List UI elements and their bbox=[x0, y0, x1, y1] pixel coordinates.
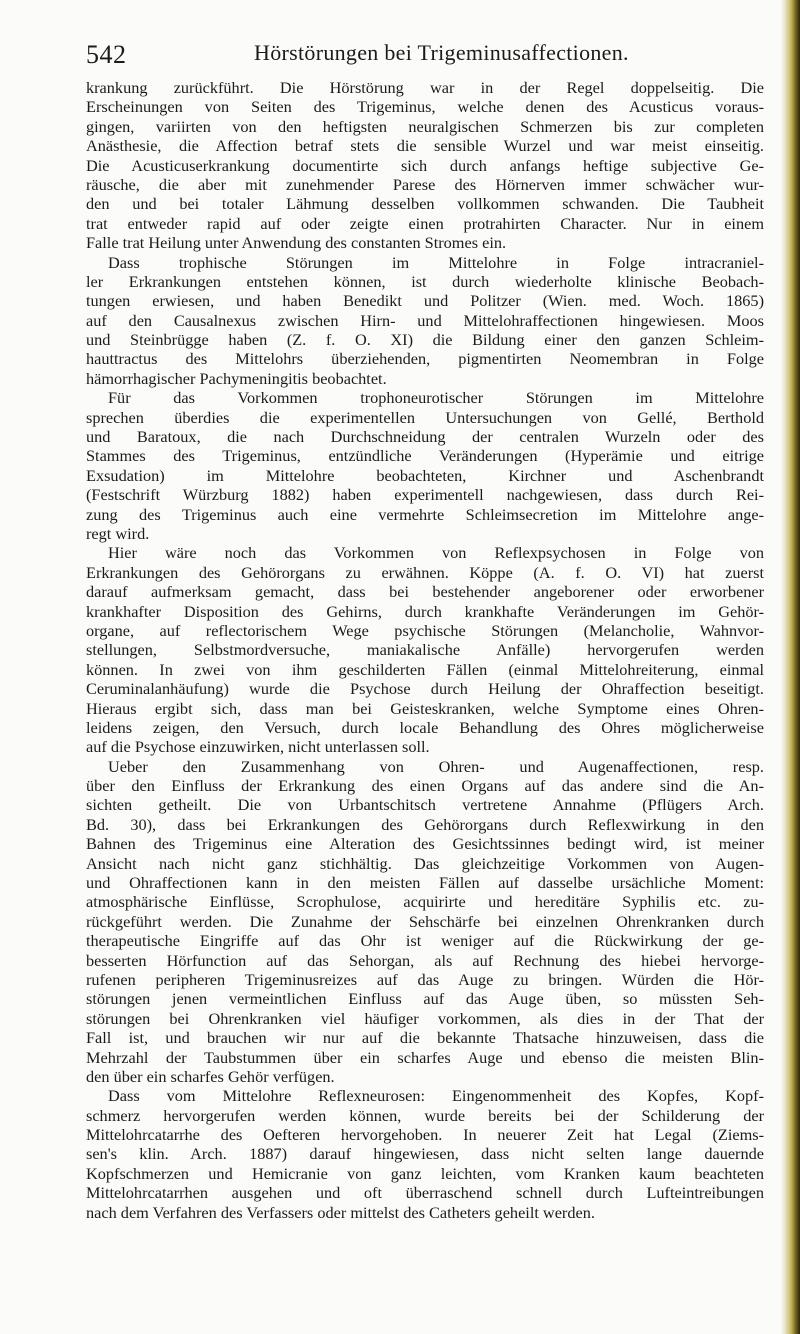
running-title: Hörstörungen bei Trigeminusaffectionen. bbox=[254, 40, 629, 65]
text-line: Ueber den Zusammenhang von Ohren- und Augenaffectionen, resp. bbox=[108, 756, 764, 776]
text-line: den und bei totaler Lähmung desselben vollkommen schwanden. Die Taubheit bbox=[86, 194, 764, 214]
text-line: organe, auf reflectorischem Wege psychische Störungen (Melancholie, Wahnvor- bbox=[86, 620, 764, 640]
text-line: Mittelohrcatarrhen ausgehen und oft überraschend schnell durch Lufteintreibungen bbox=[86, 1183, 764, 1203]
text-line: und Steinbrügge haben (Z. f. O. XI) die Bildung einer den ganzen Schleim- bbox=[86, 330, 764, 350]
text-line: störungen jenen vermeintlichen Einfluss auf das Auge üben, so müssten Seh- bbox=[86, 989, 764, 1009]
text-line: Mehrzahl der Taubstummen über ein scharfes Auge und ebenso die meisten Blin- bbox=[86, 1047, 764, 1067]
text-line: den über ein scharfes Gehör verfügen. bbox=[86, 1066, 335, 1086]
text-line: auf den Causalnexus zwischen Hirn- und Mittelohraffectionen hingewiesen. Moos bbox=[86, 310, 764, 330]
text-line: krankung zurückführt. Die Hörstörung war in der Regel doppelseitig. Die bbox=[86, 78, 764, 97]
text-line: sen's klin. Arch. 1887) darauf hingewiesen, dass nicht selten lange dauernde bbox=[86, 1144, 764, 1164]
text-line: Kopfschmerzen und Hemicranie von ganz leichten, vom Kranken kaum beachteten bbox=[86, 1163, 764, 1183]
text-line: sichten getheilt. Die von Urbantschitsch vertretene Annahme (Pflügers Arch. bbox=[86, 795, 764, 815]
text-line: krankhafter Disposition des Gehirns, durch krankhafte Veränderungen im Gehör- bbox=[86, 601, 764, 621]
text-line: Hier wäre noch das Vorkommen von Reflexpsychosen in Folge von bbox=[108, 543, 764, 563]
page-header bbox=[86, 40, 766, 74]
text-line: (Festschrift Würzburg 1882) haben experimentell nachgewiesen, dass durch Rei- bbox=[86, 485, 764, 505]
text-line: schmerz hervorgerufen werden können, wurde bereits bei der Schilderung der bbox=[86, 1105, 764, 1125]
text-line: zung des Trigeminus auch eine vermehrte Schleimsecretion im Mittelohre ange- bbox=[86, 504, 764, 524]
text-line: leidens zeigen, den Versuch, durch locale Behandlung des Ohres möglicherweise bbox=[86, 717, 764, 737]
text-line: Die Acusticuserkrankung documentirte sich durch anfangs heftige subjective Ge- bbox=[86, 155, 764, 175]
text-line: gingen, variirten von den heftigsten neuralgischen Schmerzen bis zur completen bbox=[86, 116, 764, 136]
text-line: Bahnen des Trigeminus eine Alteration des Gesichtssinnes bedingt wird, ist meiner bbox=[86, 834, 764, 854]
text-line: atmosphärische Einflüsse, Scrophulose, acquirirte und hereditäre Syphilis etc. zu- bbox=[86, 892, 764, 912]
text-line: Falle trat Heilung unter Anwendung des constanten Stromes ein. bbox=[86, 233, 507, 253]
text-line: Für das Vorkommen trophoneurotischer Störungen im Mittelohre bbox=[108, 388, 764, 408]
text-line: Hieraus ergibt sich, dass man bei Geisteskranken, welche Symptome eines Ohren- bbox=[86, 698, 764, 718]
text-line: Dass vom Mittelohre Reflexneurosen: Eingenommenheit des Kopfes, Kopf- bbox=[108, 1086, 764, 1106]
text-line: trat entweder rapid auf oder zeigte einen protrahirten Character. Nur in einem bbox=[86, 213, 764, 233]
text-line: über den Einfluss der Erkrankung des einen Organs auf das andere sind die An- bbox=[86, 776, 764, 796]
text-line: und Baratoux, die nach Durchschneidung der centralen Wurzeln oder des bbox=[86, 427, 764, 447]
text-line: stellungen, Selbstmordversuche, maniakalische Anfälle) hervorgerufen werden bbox=[86, 640, 764, 660]
text-line: hämorrhagischer Pachymeningitis beobachtet. bbox=[86, 368, 387, 388]
text-line: störungen bei Ohrenkranken viel häufiger vorkommen, als dies in der That der bbox=[86, 1008, 764, 1028]
text-line: rufenen peripheren Trigeminusreizes auf das Auge zu bringen. Würden die Hör- bbox=[86, 969, 764, 989]
text-line: können. In zwei von ihm geschilderten Fällen (einmal Mittelohreiterung, einmal bbox=[86, 659, 764, 679]
text-line: Mittelohrcatarrhe des Oefteren hervorgehoben. In neuerer Zeit hat Legal (Ziems- bbox=[86, 1125, 764, 1145]
text-line: auf die Psychose einzuwirken, nicht unterlassen soll. bbox=[86, 737, 430, 757]
text-line: Ceruminalanhäufung) wurde die Psychose durch Heilung der Ohraffection beseitigt. bbox=[86, 679, 764, 699]
text-line: Erkrankungen des Gehörorgans zu erwähnen. Köppe (A. f. O. VI) hat zuerst bbox=[86, 562, 764, 582]
text-line: sprechen überdies die experimentellen Untersuchungen von Gellé, Berthold bbox=[86, 407, 764, 427]
text-line: besserten Hörfunction auf das Sehorgan, als auf Rechnung des hiebei hervorge- bbox=[86, 950, 764, 970]
text-line: regt wird. bbox=[86, 523, 150, 543]
page-binding-edge bbox=[780, 0, 800, 1334]
text-line: Stammes des Trigeminus, entzündliche Veränderungen (Hyperämie und eitrige bbox=[86, 446, 764, 466]
text-line: Exsudation) im Mittelohre beobachteten, Kirchner und Aschenbrandt bbox=[86, 465, 764, 485]
text-line: rückgeführt werden. Die Zunahme der Sehschärfe bei einzelnen Ohrenkranken durch bbox=[86, 911, 764, 931]
text-line: Ansicht nach nicht ganz stichhältig. Das gleichzeitige Vorkommen von Augen- bbox=[86, 853, 764, 873]
text-line: darauf aufmerksam gemacht, dass bei bestehender angeborener oder erworbener bbox=[86, 582, 764, 602]
text-line: Fall ist, und brauchen wir nur auf die bekannte Thatsache hinzuweisen, dass die bbox=[86, 1028, 764, 1048]
text-line: tungen erwiesen, und haben Benedikt und Politzer (Wien. med. Woch. 1865) bbox=[86, 291, 764, 311]
page-number: 542 bbox=[86, 40, 127, 69]
text-line: therapeutische Eingriffe auf das Ohr ist weniger auf die Rückwirkung der ge- bbox=[86, 931, 764, 951]
text-line: ler Erkrankungen entstehen können, ist durch wiederholte klinische Beobach- bbox=[86, 271, 764, 291]
text-line: Erscheinungen von Seiten des Trigeminus, welche denen des Acusticus voraus- bbox=[86, 97, 764, 117]
text-line: und Ohraffectionen kann in den meisten Fällen auf dasselbe ursächliche Moment: bbox=[86, 873, 764, 893]
text-line: hauttractus des Mittelohrs überziehenden, pigmentirten Neomembran in Folge bbox=[86, 349, 764, 369]
text-line: Anästhesie, die Affection betraf stets die sensible Wurzel und war meist einseitig. bbox=[86, 136, 764, 156]
text-line: räusche, die aber mit zunehmender Parese des Hörnerven immer schwächer wur- bbox=[86, 174, 764, 194]
body-text bbox=[86, 78, 764, 1222]
text-line: nach dem Verfahren des Verfassers oder mittelst des Catheters geheilt werden. bbox=[86, 1202, 595, 1222]
text-line: Dass trophische Störungen im Mittelohre in Folge intracraniel- bbox=[108, 252, 764, 272]
text-line: Bd. 30), dass bei Erkrankungen des Gehörorgans durch Reflexwirkung in den bbox=[86, 814, 764, 834]
